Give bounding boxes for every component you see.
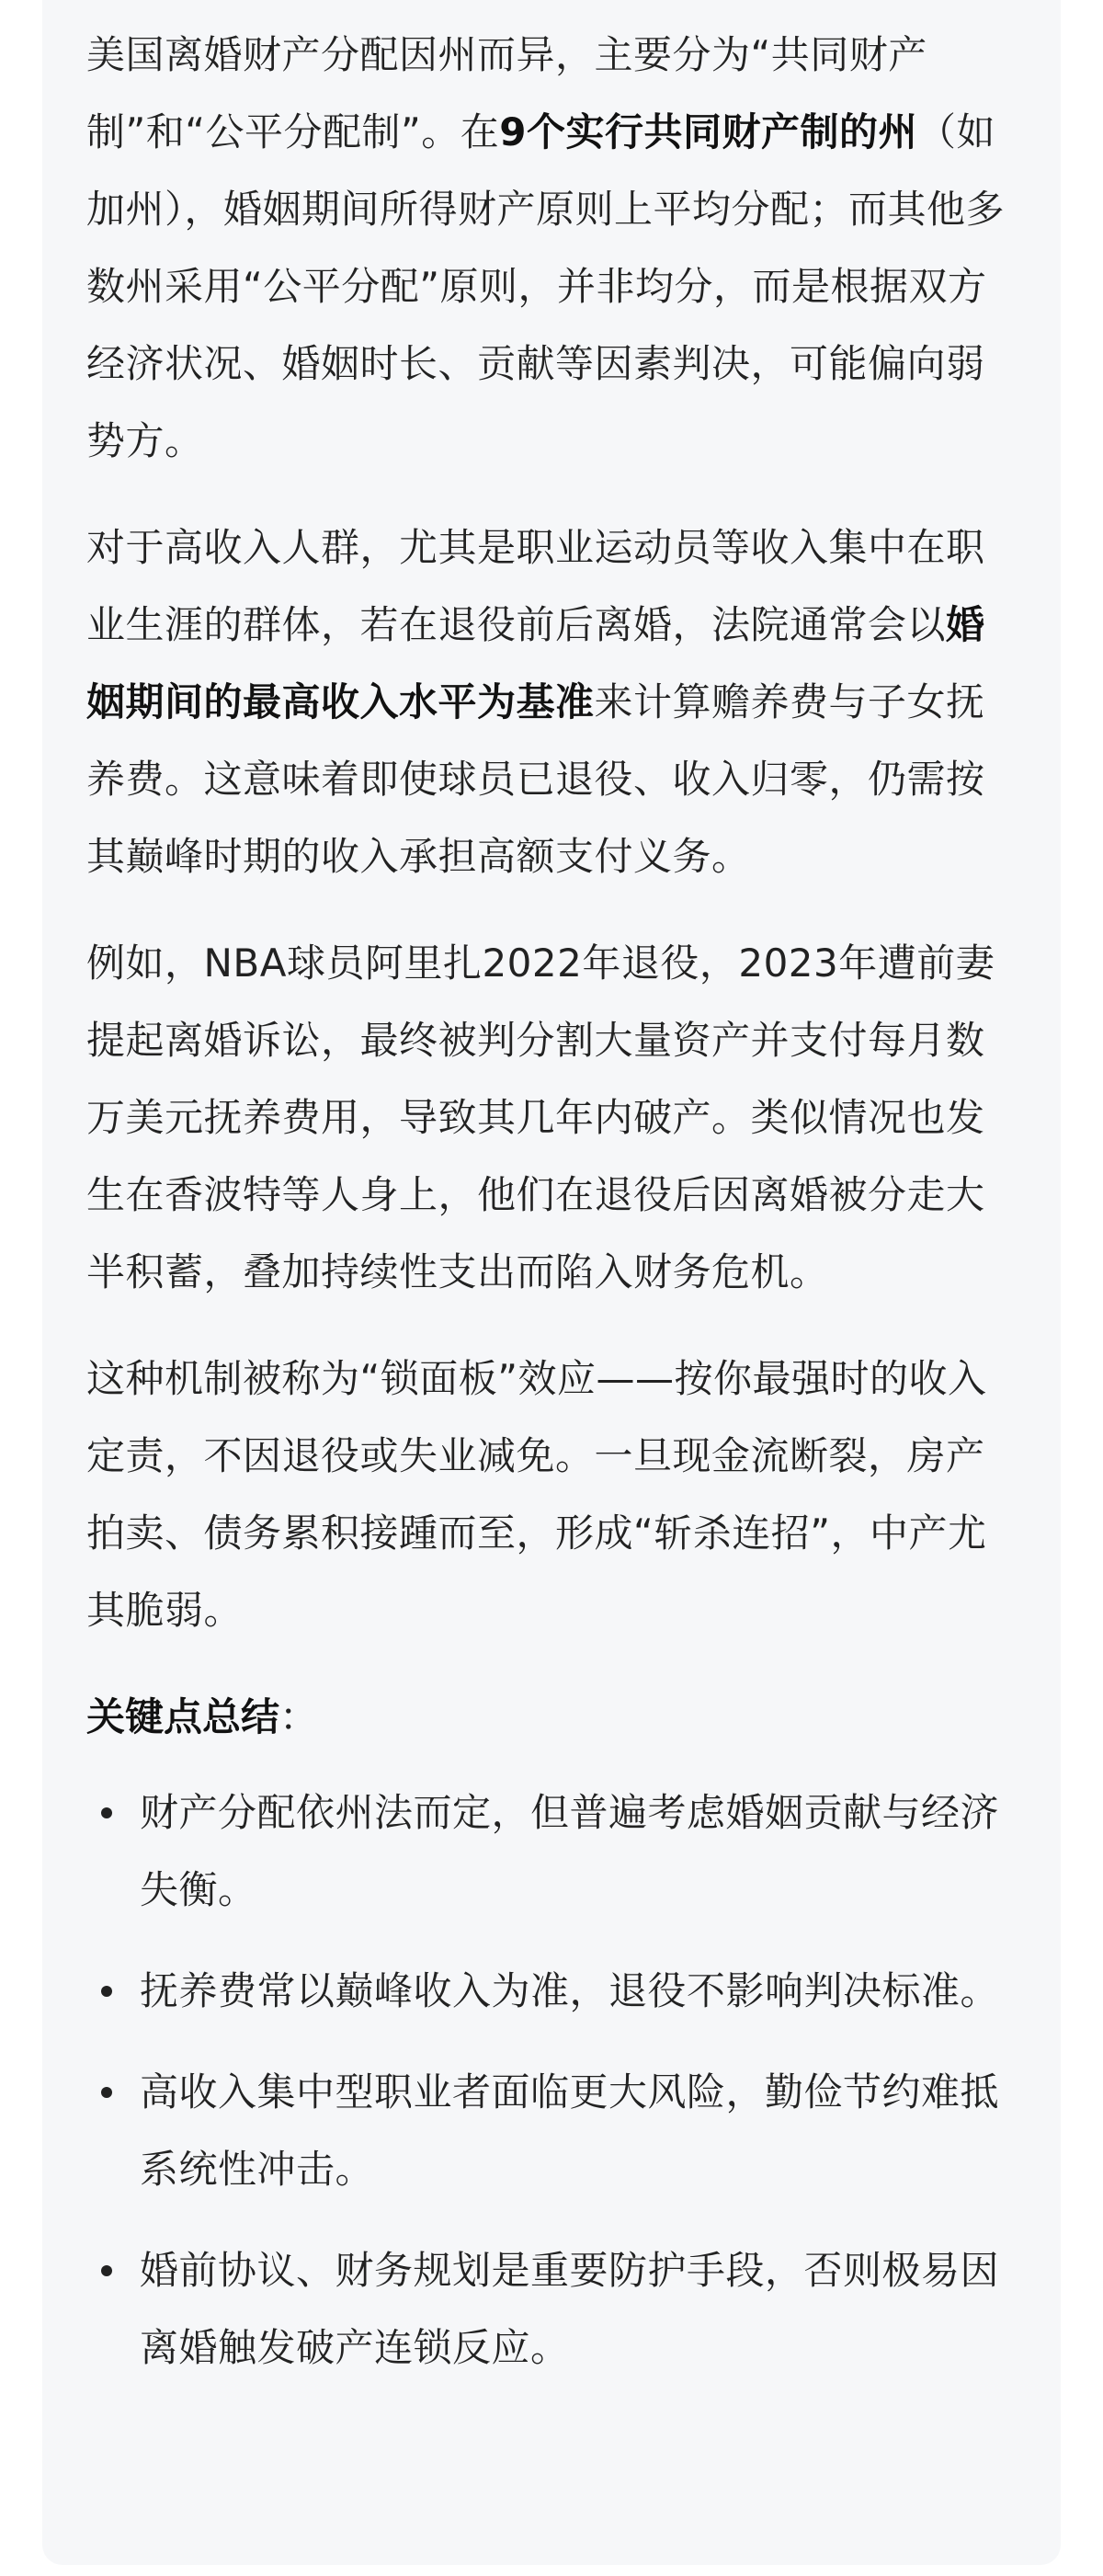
list-item (86, 1953, 1017, 2030)
list-item (86, 1774, 1017, 1929)
bullet-icon (101, 2265, 112, 2276)
bullet-icon (101, 1807, 112, 1818)
paragraph-text: 美国离婚财产分配因州而异，主要分为“共同财产制”和“公平分配制”。在 (86, 32, 927, 154)
paragraph-text: 来计算赡养费与子女抚养费。这意味着即使球员已退役、收入归零，仍需按其巅峰时期的收入承担高额支付义务。 (86, 679, 985, 879)
paragraph-high-income (86, 509, 1017, 895)
summary-heading (86, 1679, 1017, 1756)
bullet-icon (101, 2087, 112, 2098)
list-item-text: 高收入集中型职业者面临更大风险，勤俭节约难抵系统性冲击。 (140, 2069, 1000, 2192)
bold-highlight: 9个实行共同财产制的州 (499, 109, 918, 154)
list-item (86, 2054, 1017, 2208)
paragraph-example: 例如，NBA球员阿里扎2022年退役，2023年遭前妻提起离婚诉讼，最终被判分割大量资产并支付每月数万美元抚养费用，导致其几年内破产。类似情况也发生在香波特等人身上，他们在退役后因离婚被分走大半积蓄，叠加持续性支出而陷入财务危机。 (86, 940, 995, 1294)
answer-card (42, 0, 1061, 2565)
list-item (86, 2232, 1017, 2387)
summary-list (86, 1774, 1017, 2387)
list-item-text: 抚养费常以巅峰收入为准，退役不影响判决标准。 (140, 1968, 1000, 2013)
bold-highlight: 婚姻期间的最高收入水平为基准 (86, 602, 985, 724)
paragraph-text: （如加州），婚姻期间所得财产原则上平均分配；而其他多数州采用“公平分配”原则，并非均分，而是根据双方经济状况、婚姻时长、贡献等因素判决，可能偏向弱势方。 (86, 109, 1006, 463)
list-item-text: 财产分配依州法而定，但普遍考虑婚姻贡献与经济失衡。 (140, 1790, 1000, 1912)
summary-heading-colon: ： (279, 1694, 319, 1739)
summary-heading-text: 关键点总结 (86, 1694, 280, 1739)
paragraph-property-division (86, 17, 1017, 480)
list-item-text: 婚前协议、财务规划是重要防护手段，否则极易因离婚触发破产连锁反应。 (140, 2248, 1000, 2370)
bullet-icon (101, 1986, 112, 1997)
paragraph-lock-panel-effect: 这种机制被称为“锁面板”效应——按你最强时的收入定责，不因退役或失业减免。一旦现金流断裂，房产拍卖、债务累积接踵而至，形成“斩杀连招”，中产尤其脆弱。 (86, 1356, 987, 1633)
paragraph-text: 对于高收入人群，尤其是职业运动员等收入集中在职业生涯的群体，若在退役前后离婚，法院通常会以 (86, 525, 985, 647)
